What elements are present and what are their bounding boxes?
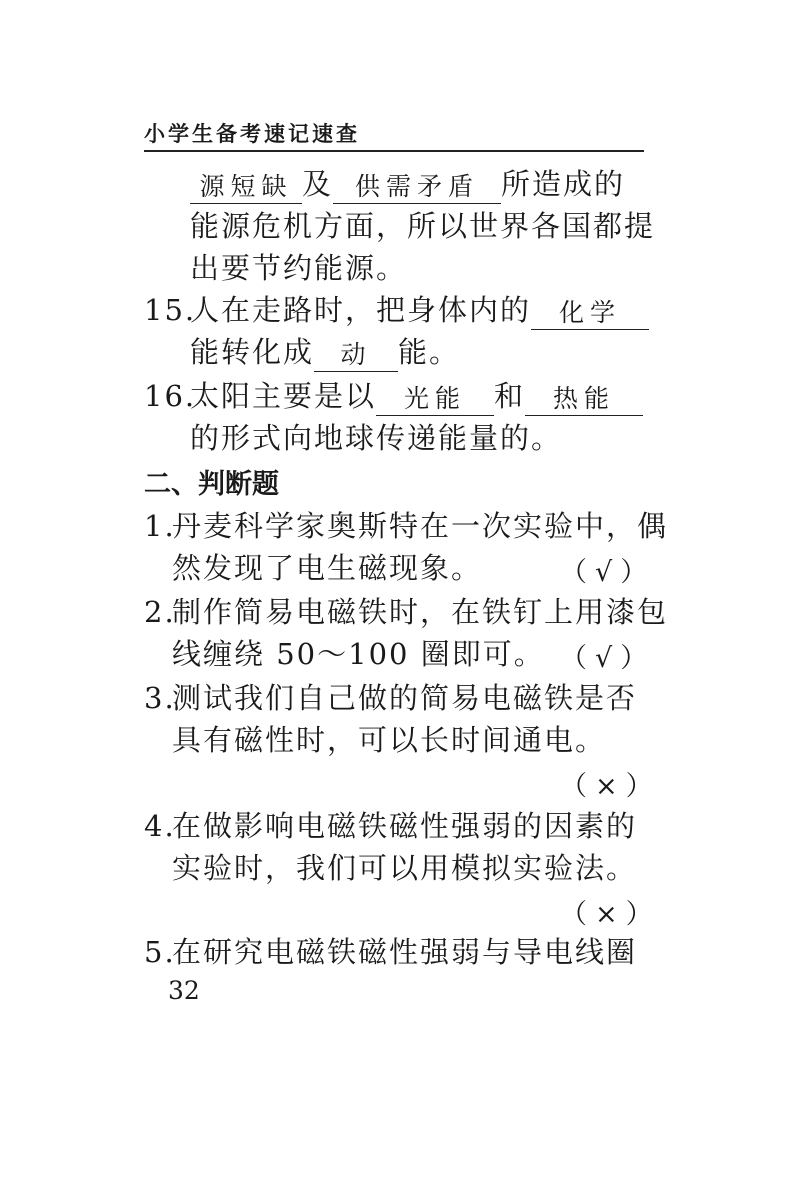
answer-blank: 源短缺 xyxy=(190,167,302,204)
judge-5-line-1 xyxy=(144,932,637,972)
question-15-line-1 xyxy=(144,290,649,330)
text: 所造成的 xyxy=(501,167,626,201)
text: 人在走路时，把身体内的 xyxy=(190,293,532,327)
question-16-line-2: 的形式向地球传递能量的。 xyxy=(190,421,563,455)
text: 能。 xyxy=(398,335,461,369)
answer-blank: 供需矛盾 xyxy=(333,167,501,204)
question-15-line-2 xyxy=(190,332,460,372)
question-number: 15. xyxy=(144,293,197,327)
text: 在研究电磁铁磁性强弱与导电线圈 xyxy=(172,935,638,969)
continuation-line-3: 出要节约能源。 xyxy=(190,251,408,285)
text: 能转化成 xyxy=(190,335,315,369)
text: 丹麦科学家奥斯特在一次实验中，偶 xyxy=(172,509,669,543)
judge-1-answer: （√） xyxy=(560,557,656,588)
judge-2-line-1 xyxy=(144,592,668,632)
continuation-line-1 xyxy=(190,164,625,204)
question-number: 4. xyxy=(144,809,176,843)
continuation-line-2: 能源危机方面，所以世界各国都提 xyxy=(190,209,656,243)
text: 在做影响电磁铁磁性强弱的因素的 xyxy=(172,809,638,843)
text: 和 xyxy=(494,379,526,413)
text: 太阳主要是以 xyxy=(190,379,377,413)
judge-2-answer: （√） xyxy=(560,643,656,674)
question-number: 2. xyxy=(144,595,176,629)
question-number: 3. xyxy=(144,681,176,715)
question-number: 5. xyxy=(144,935,176,969)
judge-3-line-2: 具有磁性时，可以长时间通电。 xyxy=(172,723,607,757)
text: 制作简易电磁铁时，在铁钉上用漆包 xyxy=(172,595,669,629)
question-16-line-1 xyxy=(144,376,643,416)
answer-blank: 光能 xyxy=(376,379,494,416)
question-number: 16. xyxy=(144,379,197,413)
header-rule xyxy=(144,150,644,152)
page-number: 32 xyxy=(168,976,200,1005)
text: 及 xyxy=(302,167,334,201)
answer-blank: 化学 xyxy=(531,293,649,330)
judge-4-line-2: 实验时，我们可以用模拟实验法。 xyxy=(172,851,638,885)
running-header: 小学生备考速记速查 xyxy=(144,122,360,146)
question-number: 1. xyxy=(144,509,176,543)
answer-blank: 热能 xyxy=(525,379,643,416)
judge-1-line-2: 然发现了电生磁现象。 xyxy=(172,551,483,585)
judge-4-line-1 xyxy=(144,806,637,846)
section-title: 二、判断题 xyxy=(144,469,279,500)
judge-1-line-1 xyxy=(144,506,668,546)
judge-3-answer: （×） xyxy=(560,771,661,802)
answer-blank: 动 xyxy=(314,335,398,372)
judge-4-answer: （×） xyxy=(560,899,661,930)
judge-2-line-2: 线缠绕 50～100 圈即可。 xyxy=(172,637,545,671)
text: 测试我们自己做的简易电磁铁是否 xyxy=(172,681,638,715)
judge-3-line-1 xyxy=(144,678,637,718)
